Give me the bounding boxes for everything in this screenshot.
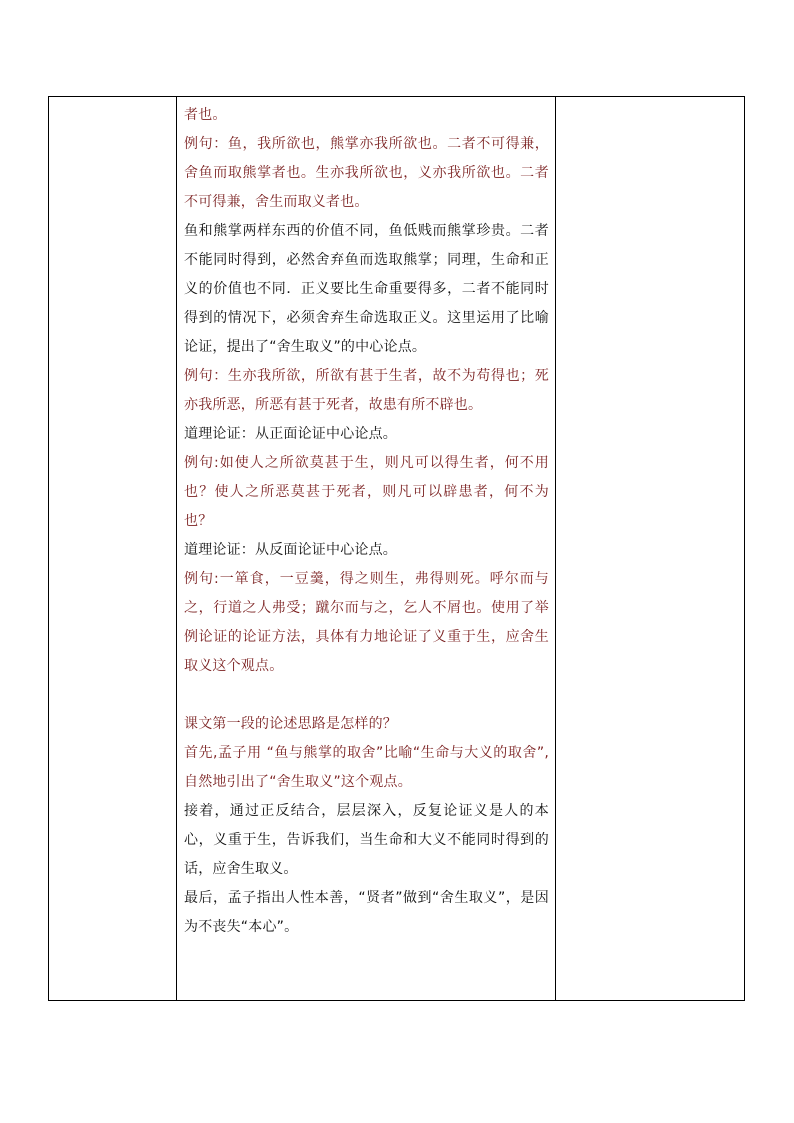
paragraph-4: 例句：生亦我所欲，所欲有甚于生者，故不为苟得也；死亦我所恶，所恶有甚于死者，故患有所不辟也。 — [184, 368, 549, 413]
table-right-cell — [556, 97, 744, 1000]
table-left-cell — [49, 97, 177, 1000]
paragraph-7: 道理论证：从反面论证中心论点。 — [184, 542, 397, 558]
paragraph-3: 鱼和熊掌两样东西的价值不同，鱼低贱而熊掌珍贵。二者不能同时得到，必然舍弃鱼而选取熊掌；同理，生命和正义的价值也不同．正义要比生命重要得多，二者不能同时得到的情况下，必须舍弃生命选取正义。这里运用了比喻论证，提出了“舍生取义”的中心论点。 — [184, 223, 549, 355]
paragraph-8: 例句:一箪食，一豆羹，得之则生，弗得则死。呼尔而与之，行道之人弗受；蹴尔而与之，乞人不屑也。使用了举例论证的论证方法，具体有力地论证了义重于生，应舍生取义这个观点。 — [184, 571, 549, 674]
content-table — [48, 96, 745, 1001]
blank-line — [184, 681, 549, 710]
paragraph-6: 例句:如使人之所欲莫甚于生，则凡可以得生者，何不用也？使人之所恶莫甚于死者，则凡可以辟患者，何不为也？ — [184, 455, 549, 529]
paragraph-5: 道理论证：从正面论证中心论点。 — [184, 426, 397, 442]
paragraph-1: 者也。 — [184, 107, 227, 123]
paragraph-10: 首先,孟子用 “鱼与熊掌的取舍”比喻“生命与大义的取舍”,自然地引出了“舍生取义”这个观点。 — [184, 745, 549, 790]
paragraph-12: 最后，孟子指出人性本善，“贤者”做到“舍生取义”，是因为不丧失“本心”。 — [184, 890, 549, 935]
table-middle-cell — [177, 97, 556, 1000]
paragraph-2: 例句：鱼，我所欲也，熊掌亦我所欲也。二者不可得兼，舍鱼而取熊掌者也。生亦我所欲也，义亦我所欲也。二者不可得兼，舍生而取义者也。 — [184, 136, 549, 210]
paragraph-11: 接着，通过正反结合，层层深入，反复论证义是人的本心，义重于生，告诉我们，当生命和大义不能同时得到的话，应舍生取义。 — [184, 803, 549, 877]
paragraph-9: 课文第一段的论述思路是怎样的？ — [184, 716, 397, 732]
